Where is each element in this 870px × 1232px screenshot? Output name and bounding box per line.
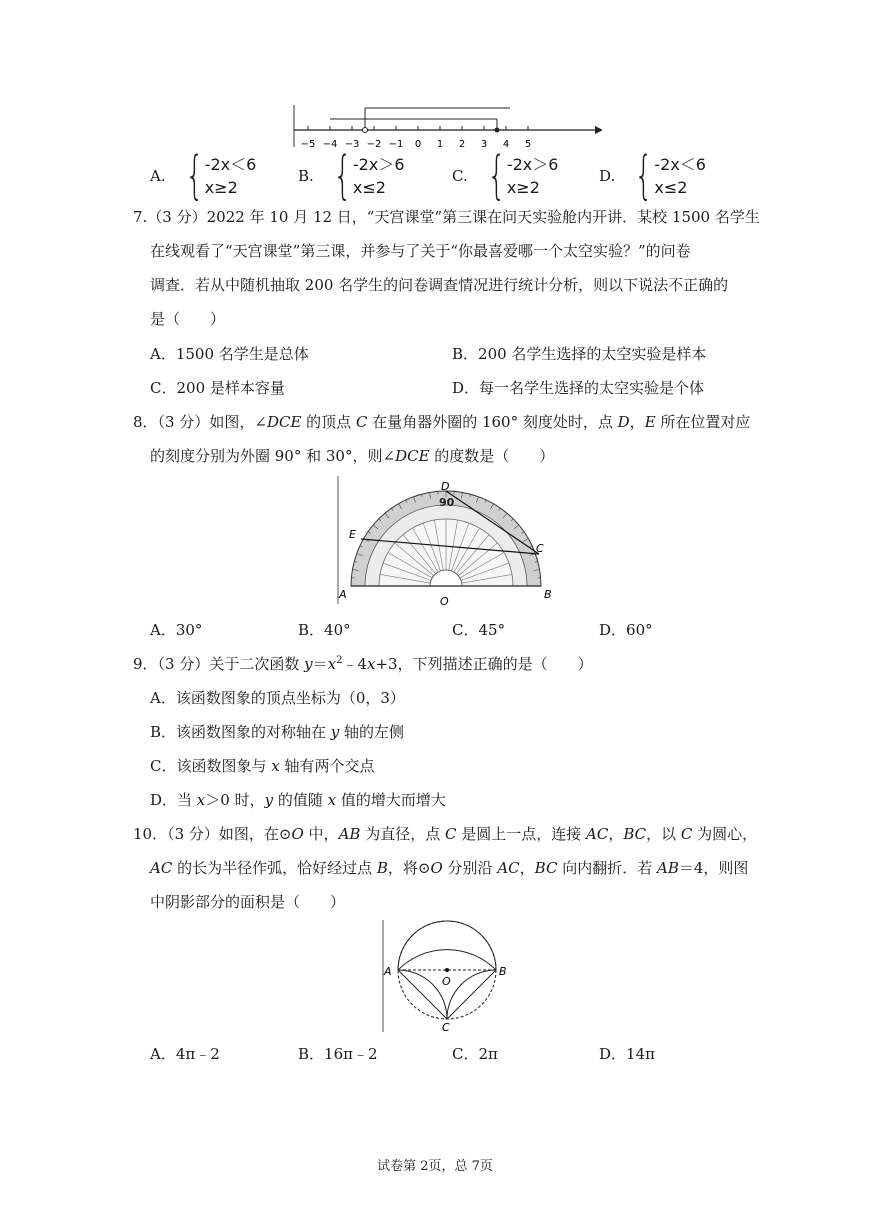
q7-option-d[interactable]: D．每一名学生选择的太空实验是个体 [452,379,705,397]
brace: { [333,146,352,206]
number-line-tick-label: −1 [388,139,404,150]
label-d: D [441,480,450,493]
shaded-top [398,921,496,970]
option-label: A. [150,167,166,185]
label-b: B [544,588,552,601]
q7-option-b[interactable]: B．200 名学生选择的太空实验是样本 [452,345,707,363]
number-line-tick-label: 5 [524,139,532,150]
inequality-line: -2x＞6 [506,155,559,174]
q10-stem-line3: 中阴影部分的面积是（ ） [150,893,346,911]
q10-stem-line2: AC 的长为半径作弧，恰好经过点 B，将⊙O 分别沿 AC，BC 向内翻折．若 AB＝4，则图 [150,859,749,877]
q10-option-b[interactable]: B．16π﹣2 [298,1045,378,1063]
q10-option-d[interactable]: D．14π [599,1045,655,1063]
q6-option-a[interactable] [150,146,257,206]
label-90: 90 [439,496,455,509]
q7-option-a[interactable]: A．1500 名学生是总体 [150,345,309,363]
q9-option-a[interactable]: A．该函数图象的顶点坐标为（0，3） [150,689,405,707]
inequality-line: x≤2 [352,178,386,197]
q8-stem-line2: 的刻度分别为外圈 90° 和 30°，则∠DCE 的度数是（ ） [150,447,555,465]
q7-stem-line3: 调查．若从中随机抽取 200 名学生的问卷调查情况进行统计分析，则以下说法不正确的 [150,276,729,294]
q8-option-b[interactable]: B．40° [298,621,351,639]
protractor-figure [333,474,563,609]
q10-option-c[interactable]: C．2π [452,1045,498,1063]
q8-option-d[interactable]: D．60° [599,621,653,639]
option-label: C. [452,167,468,185]
circle-figure [378,918,518,1036]
number-line-tick-label: 2 [458,139,466,150]
number-line-tick-label: −4 [322,139,338,150]
q8-stem-line1: 8．（3 分）如图，∠DCE 的顶点 C 在量角器外圈的 160° 刻度处时，点 D，E 所在位置对应 [133,413,751,431]
brace: { [634,146,653,206]
q6-option-d[interactable] [599,146,706,206]
q9-option-c[interactable]: C．该函数图象与 x 轴有两个交点 [150,757,375,775]
label-e: E [349,528,356,541]
q8-option-a[interactable]: A．30° [150,621,203,639]
number-line-tick-label: 3 [480,139,488,150]
label-c: C [536,542,544,555]
q6-option-b[interactable] [298,146,405,206]
number-line-tick-label: 0 [414,139,422,150]
label-c: C [442,1021,450,1034]
inequality-line: -2x＜6 [204,155,257,174]
q7-option-c[interactable]: C．200 是样本容量 [150,379,285,397]
inequality-line: x≥2 [506,178,540,197]
q9-option-d[interactable]: D．当 x＞0 时，y 的值随 x 值的增大而增大 [150,791,446,809]
q7-stem-line4: 是（ ） [150,310,226,328]
number-line-tick-label: −5 [300,139,316,150]
inequality-line: -2x＞6 [352,155,405,174]
number-line-tick-label: 4 [502,139,510,150]
label-a: A [384,965,392,978]
option-label: B. [298,167,314,185]
inequality-line: -2x＜6 [654,155,706,174]
page-footer: 试卷第 2页，总 7页 [377,1159,493,1174]
q7-stem-line2: 在线观看了“天宫课堂”第三课，并参与了关于“你最喜爱哪一个太空实验？”的问卷 [150,242,691,260]
brace: { [185,146,204,206]
inequality-line: x≤2 [654,178,688,197]
label-b: B [499,965,507,978]
q10-option-a[interactable]: A．4π﹣2 [150,1045,220,1063]
label-o: O [440,595,449,608]
number-line-tick-label: −3 [344,139,360,150]
q8-option-c[interactable]: C．45° [452,621,506,639]
option-label: D. [599,167,616,185]
q7-stem-line1: 7.（3 分）2022 年 10 月 12 日，“天宫课堂”第三课在问天实验舱内开讲．某校 1500 名学生 [133,208,760,226]
label-a: A [339,588,347,601]
q10-stem-line1: 10．（3 分）如图，在⊙O 中，AB 为直径，点 C 是圆上一点，连接 AC，BC，以 C 为圆心， [133,825,758,843]
q9-stem: 9．（3 分）关于二次函数 $y=x^2﹣4x+3$，下列描述正确的是（ ） [133,655,593,673]
number-line-tick-label: 1 [436,139,444,150]
number-line-tick-label: −2 [366,139,382,150]
label-o: O [442,975,451,988]
q6-option-c[interactable] [452,146,559,206]
brace: { [487,146,506,206]
inequality-line: x≥2 [204,178,238,197]
q9-option-b[interactable]: B．该函数图象的对称轴在 y 轴的左侧 [150,723,405,741]
